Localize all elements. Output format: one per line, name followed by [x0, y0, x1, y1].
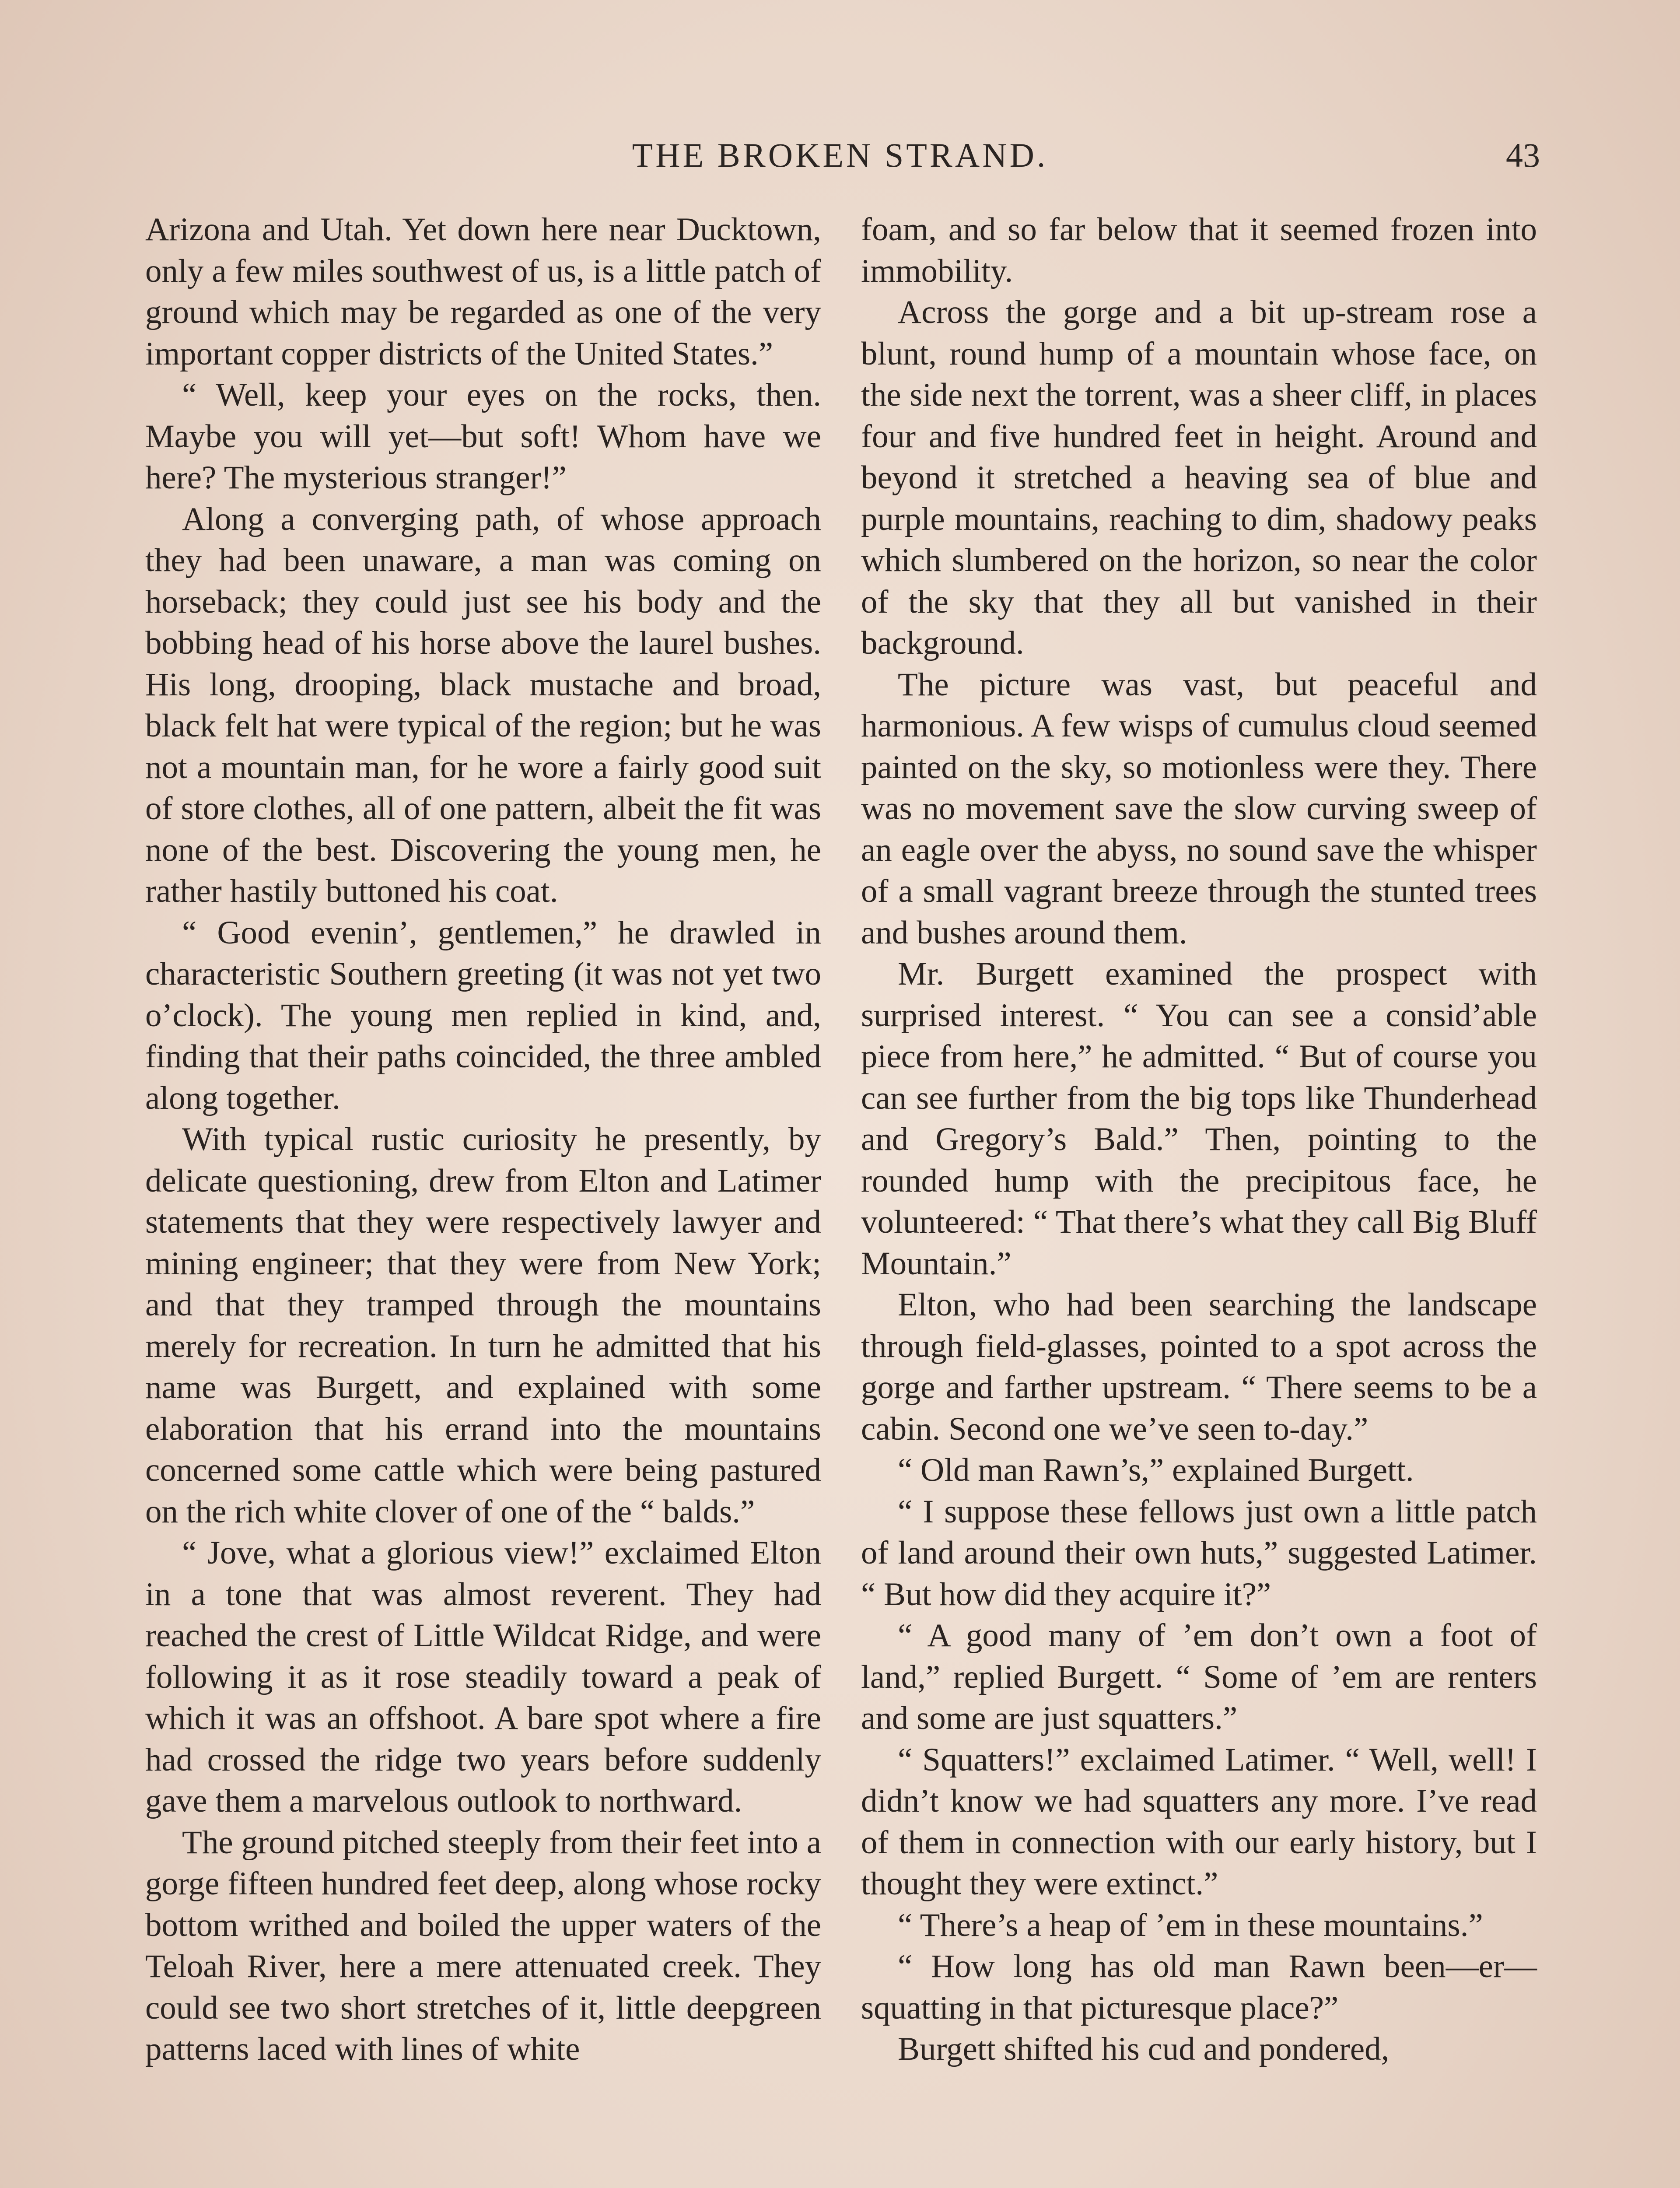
paragraph: foam, and so far below that it seemed frozen into immobility. — [861, 211, 1537, 289]
paragraph: “ I suppose these fellows just own a little patch of land around their own huts,” suggested Latimer. “ But how did they acquire it?” — [861, 1493, 1537, 1613]
running-head — [0, 131, 1680, 179]
paragraph: Arizona and Utah. Yet down here near Ducktown, only a few miles southwest of us, is a little patch of ground which may be regarded as one of the very important copper districts of the United States.” — [145, 211, 821, 372]
paragraph: “ Jove, what a glorious view!” exclaimed Elton in a tone that was almost reverent. They had reached the crest of Little Wildcat Ridge, and were following it as it rose steadily toward a peak of which it was an offshoot. A bare spot where a fire had crossed the ridge two years before suddenly gave them a marvelous outlook to northward. — [145, 1535, 821, 1819]
page-number: 43 — [1506, 136, 1540, 174]
paragraph: Burgett shifted his cud and pondered, — [898, 2031, 1390, 2067]
right-column — [861, 209, 1537, 2070]
paragraph: Along a converging path, of whose approach they had been unaware, a man was coming on horseback; they could just see his body and the bobbing head of his horse above the laurel bushes. His long, drooping, black mustache and broad, black felt hat were typical of the region; but he was not a mountain man, for he wore a fairly good suit of store clothes, all of one pattern, albeit the fit was none of the best. Discovering the young men, he rather hastily buttoned his coat. — [145, 501, 821, 909]
paragraph: The picture was vast, but peaceful and harmonious. A few wisps of cumulus cloud seemed painted on the sky, so motionless were they. There was no movement save the slow curving sweep of an eagle over the abyss, no sound save the whisper of a small vagrant breeze through the stunted trees and bushes around them. — [861, 666, 1537, 951]
paragraph: “ Good evenin’, gentlemen,” he drawled in characteristic Southern greeting (it was not yet two o’clock). The young men replied in kind, and, finding that their paths coincided, the three ambled along together. — [145, 914, 821, 1116]
running-title: THE BROKEN STRAND. — [632, 136, 1048, 174]
paragraph: “ How long has old man Rawn been—er—squatting in that picturesque place?” — [861, 1948, 1537, 2026]
paragraph: With typical rustic curiosity he presently, by delicate questioning, drew from Elton and Latimer statements that they were respectively lawyer and mining engineer; that they were from New York; and that they tramped through the mountains merely for recreation. In turn he admitted that his name was Burgett, and explained with some elaboration that his errand into the mountains concerned some cattle which were being pastured on the rich white clover of one of the “ balds.” — [145, 1121, 821, 1530]
left-column — [145, 209, 821, 2070]
paragraph: Mr. Burgett examined the prospect with surprised interest. “ You can see a consid’able piece from here,” he admitted. “ But of course you can see further from the big tops like Thunderhead and Gregory’s Bald.” Then, pointing to the rounded hump with the precipitous face, he volunteered: “ That there’s what they call Big Bluff Mountain.” — [861, 956, 1537, 1282]
paragraph: “ Squatters!” exclaimed Latimer. “ Well, well! I didn’t know we had squatters any more. I’ve read of them in connection with our early history, but I thought they were extinct.” — [861, 1741, 1537, 1902]
paragraph: Across the gorge and a bit up-stream rose a blunt, round hump of a mountain whose face, on the side next the torrent, was a sheer cliff, in places four and five hundred feet in height. Around and beyond it stretched a heaving sea of blue and purple mountains, reaching to dim, shadowy peaks which slumbered on the horizon, so near the color of the sky that they all but vanished in their background. — [861, 294, 1537, 661]
paragraph: Elton, who had been searching the landscape through field-glasses, pointed to a spot across the gorge and farther upstream. “ There seems to be a cabin. Second one we’ve seen to-day.” — [861, 1287, 1537, 1447]
paragraph: “ Well, keep your eyes on the rocks, then. Maybe you will yet—but soft! Whom have we here? The mysterious stranger!” — [145, 377, 821, 496]
paragraph: “ There’s a heap of ’em in these mountains.” — [898, 1907, 1483, 1943]
paragraph: “ A good many of ’em don’t own a foot of land,” replied Burgett. “ Some of ’em are renters and some are just squatters.” — [861, 1617, 1537, 1736]
paragraph: The ground pitched steeply from their feet into a gorge fifteen hundred feet deep, along whose rocky bottom writhed and boiled the upper waters of the Teloah River, here a mere attenuated creek. They could see two short stretches of it, little deepgreen patterns laced with lines of white — [145, 1824, 821, 2067]
paragraph: “ Old man Rawn’s,” explained Burgett. — [898, 1452, 1414, 1488]
